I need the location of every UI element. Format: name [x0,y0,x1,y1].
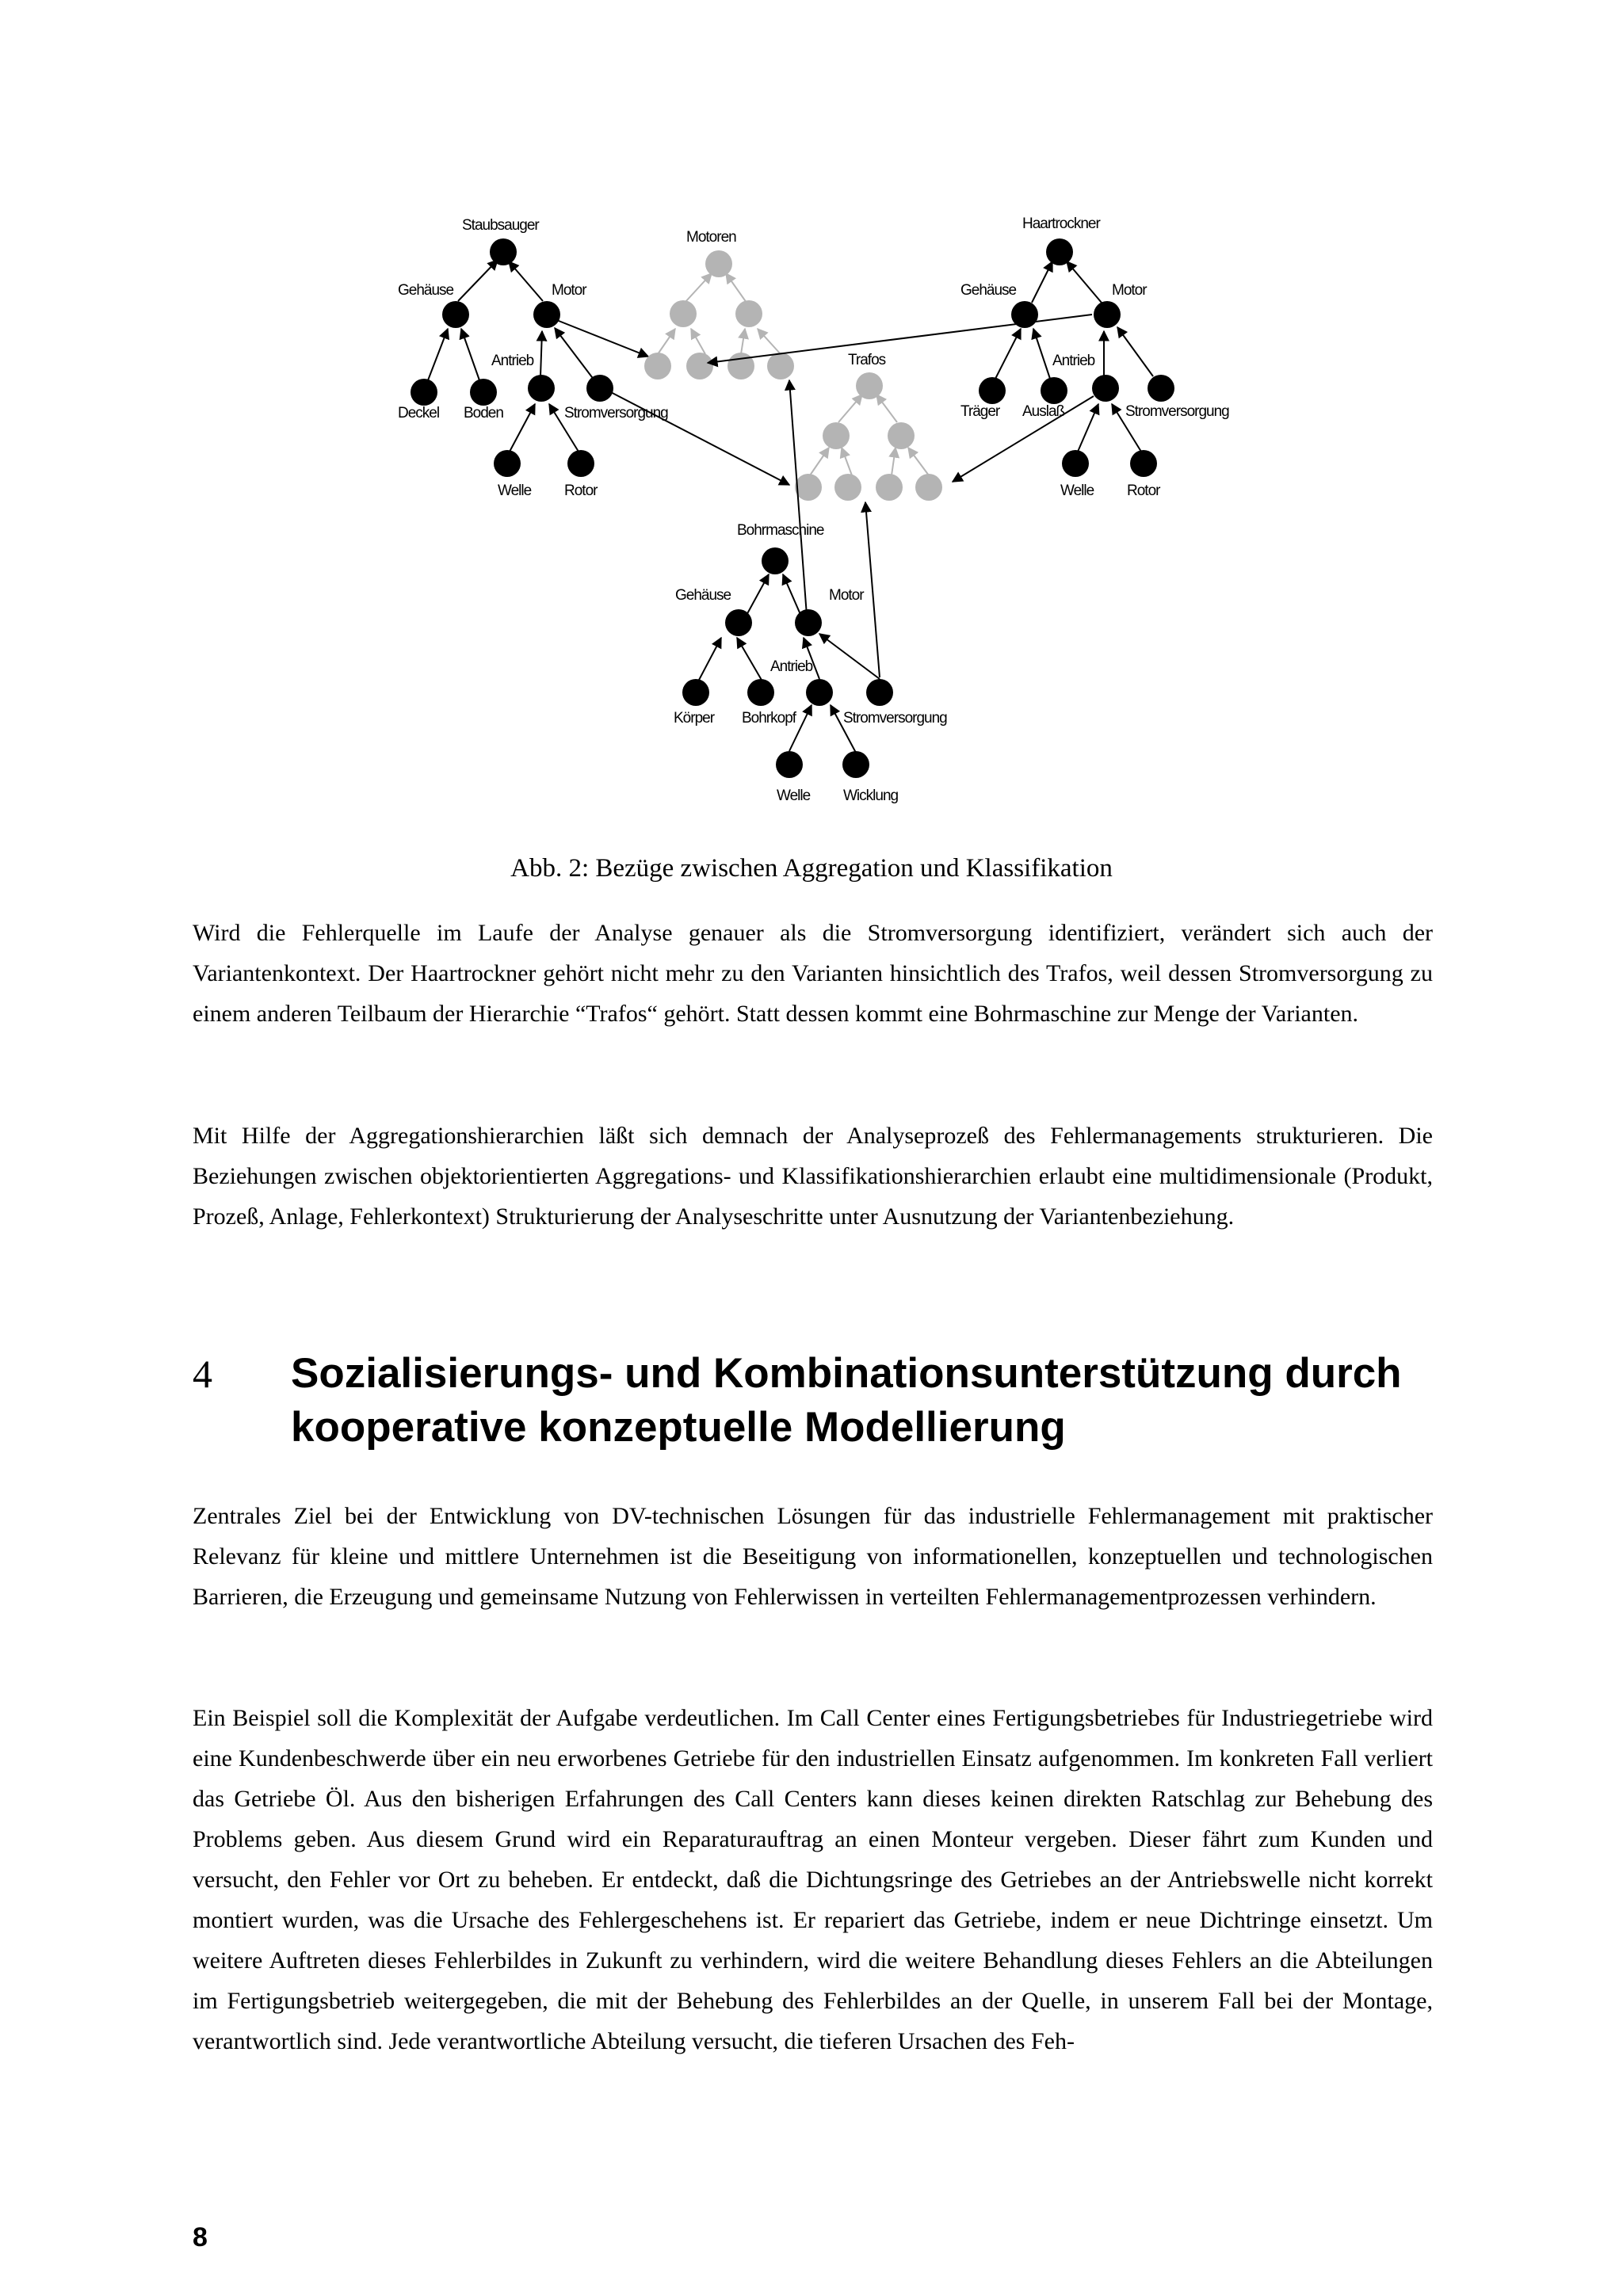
svg-text:Rotor: Rotor [564,482,598,499]
paragraph-example: Ein Beispiel soll die Komplexität der Aufgabe verdeutlichen. Im Call Center eines Fertigungsbetriebes für Industriegetriebe wird eine Kundenbeschwerde über ein neu erworbenes Getriebe für den industriellen Einsatz aufgenommen. Im konkreten Fall verliert das Getriebe Öl. Aus den bisherigen Erfahrungen des Call Centers kann dieses keinen direkten Ratschlag zur Behebung des Problems geben. Aus diesem Grund wird ein Reparaturauftrag an einen Monteur vergeben. Dieser fährt zum Kunden und versucht, den Fehler vor Ort zu beheben. Er entdeckt, daß die Dichtungsringe des Getriebes an der Antriebswelle nicht korrekt montiert wurden, was die Ursache des Fehlergeschehens ist. Er repariert das Getriebe, indem er neue Dichtringe einsetzt. Um weitere Auftreten dieses Fehlerbildes in Zukunft zu verhindern, wird die weitere Behandlung dieses Fehlers an die Abteilungen im Fertigungsbetrieb weitergegeben, die mit der Behebung des Fehlerbildes an der Quelle, in unserem Fall bei der Montage, verantwortlich sind. Jede verantwortliche Abteilung versucht, die tieferen Ursachen des Feh- [193,1705,1433,2054]
svg-text:Motor: Motor [552,282,586,299]
svg-text:Antrieb: Antrieb [491,353,534,369]
svg-text:Deckel: Deckel [398,405,440,421]
svg-text:Gehäuse: Gehäuse [960,282,1017,299]
svg-text:Körper: Körper [674,710,715,727]
staubsauger-labels [398,217,668,499]
section-number: 4 [193,1352,212,1396]
svg-text:Motor: Motor [829,587,864,604]
svg-text:Antrieb: Antrieb [1052,353,1095,369]
page-number: 8 [193,2222,208,2252]
svg-text:Boden: Boden [464,405,503,421]
svg-text:Rotor: Rotor [1127,482,1160,499]
aggregation-classification-diagram [0,0,1623,864]
svg-text:Stromversorgung: Stromversorgung [1125,403,1229,420]
paragraph-aggregation-hierarchies: Mit Hilfe der Aggregationshierarchien läßt sich demnach der Analyseprozeß des Fehlermanagements strukturieren. Die Beziehungen zwischen objektorientierten Aggregations- und Klassifikationshierarchien erlaubt eine multidimensionale (Produkt, Prozeß, Anlage, Fehlerkontext) Strukturierung der Analyseschritte unter Ausnutzung der Variantenbeziehung. [193,1123,1433,1230]
svg-text:Stromversorgung: Stromversorgung [564,405,668,421]
figure-caption: Abb. 2: Bezüge zwischen Aggregation und Klassifikation [510,854,1113,883]
svg-text:Auslaß: Auslaß [1022,403,1065,420]
svg-text:Antrieb: Antrieb [770,658,813,675]
haartrockner-labels [960,215,1229,499]
svg-text:Gehäuse: Gehäuse [675,587,731,604]
svg-text:Bohrkopf: Bohrkopf [742,710,796,727]
trafos-label: Trafos [848,352,886,368]
svg-text:Welle: Welle [498,482,532,499]
svg-text:Haartrockner: Haartrockner [1022,215,1100,232]
svg-text:Stromversorgung: Stromversorgung [843,710,947,727]
svg-text:Gehäuse: Gehäuse [398,282,454,299]
svg-text:Welle: Welle [777,788,811,804]
svg-text:Wicklung: Wicklung [843,788,899,804]
motoren-nodes [644,250,794,379]
svg-text:Träger: Träger [960,403,1000,420]
svg-text:Bohrmaschine: Bohrmaschine [737,522,824,539]
trafos-nodes [795,372,942,501]
svg-text:Welle: Welle [1060,482,1094,499]
paragraph-variant-context: Wird die Fehlerquelle im Laufe der Analyse genauer als die Stromversorgung identifiziert, verändert sich auch der Variantenkontext. Der Haartrockner gehört nicht mehr zu den Varianten hinsichtlich des Trafos, weil dessen Stromversorgung zu einem anderen Teilbaum der Hierarchie “Trafos“ gehört. Statt dessen kommt eine Bohrmaschine zur Menge der Varianten. [193,920,1433,1027]
bohrmaschine-labels [674,522,947,804]
svg-text:Staubsauger: Staubsauger [462,217,539,234]
svg-text:Motor: Motor [1112,282,1147,299]
bohrmaschine-tree [697,380,880,753]
section-title: Sozialisierungs- und Kombinationsunterstützung durch kooperative konzeptuelle Modellierung [291,1350,1402,1451]
motoren-label: Motoren [686,229,736,246]
paragraph-central-goal: Zentrales Ziel bei der Entwicklung von DV-technischen Lösungen für das industrielle Fehlermanagement mit praktischer Relevanz für kleine und mittlere Unternehmen ist die Beseitigung von informationellen, konzeptuellen und technologischen Barrieren, die Erzeugung und gemeinsame Nutzung von Fehlerwissen in verteilten Fehlermanagementprozessen verhindern. [193,1503,1433,1610]
